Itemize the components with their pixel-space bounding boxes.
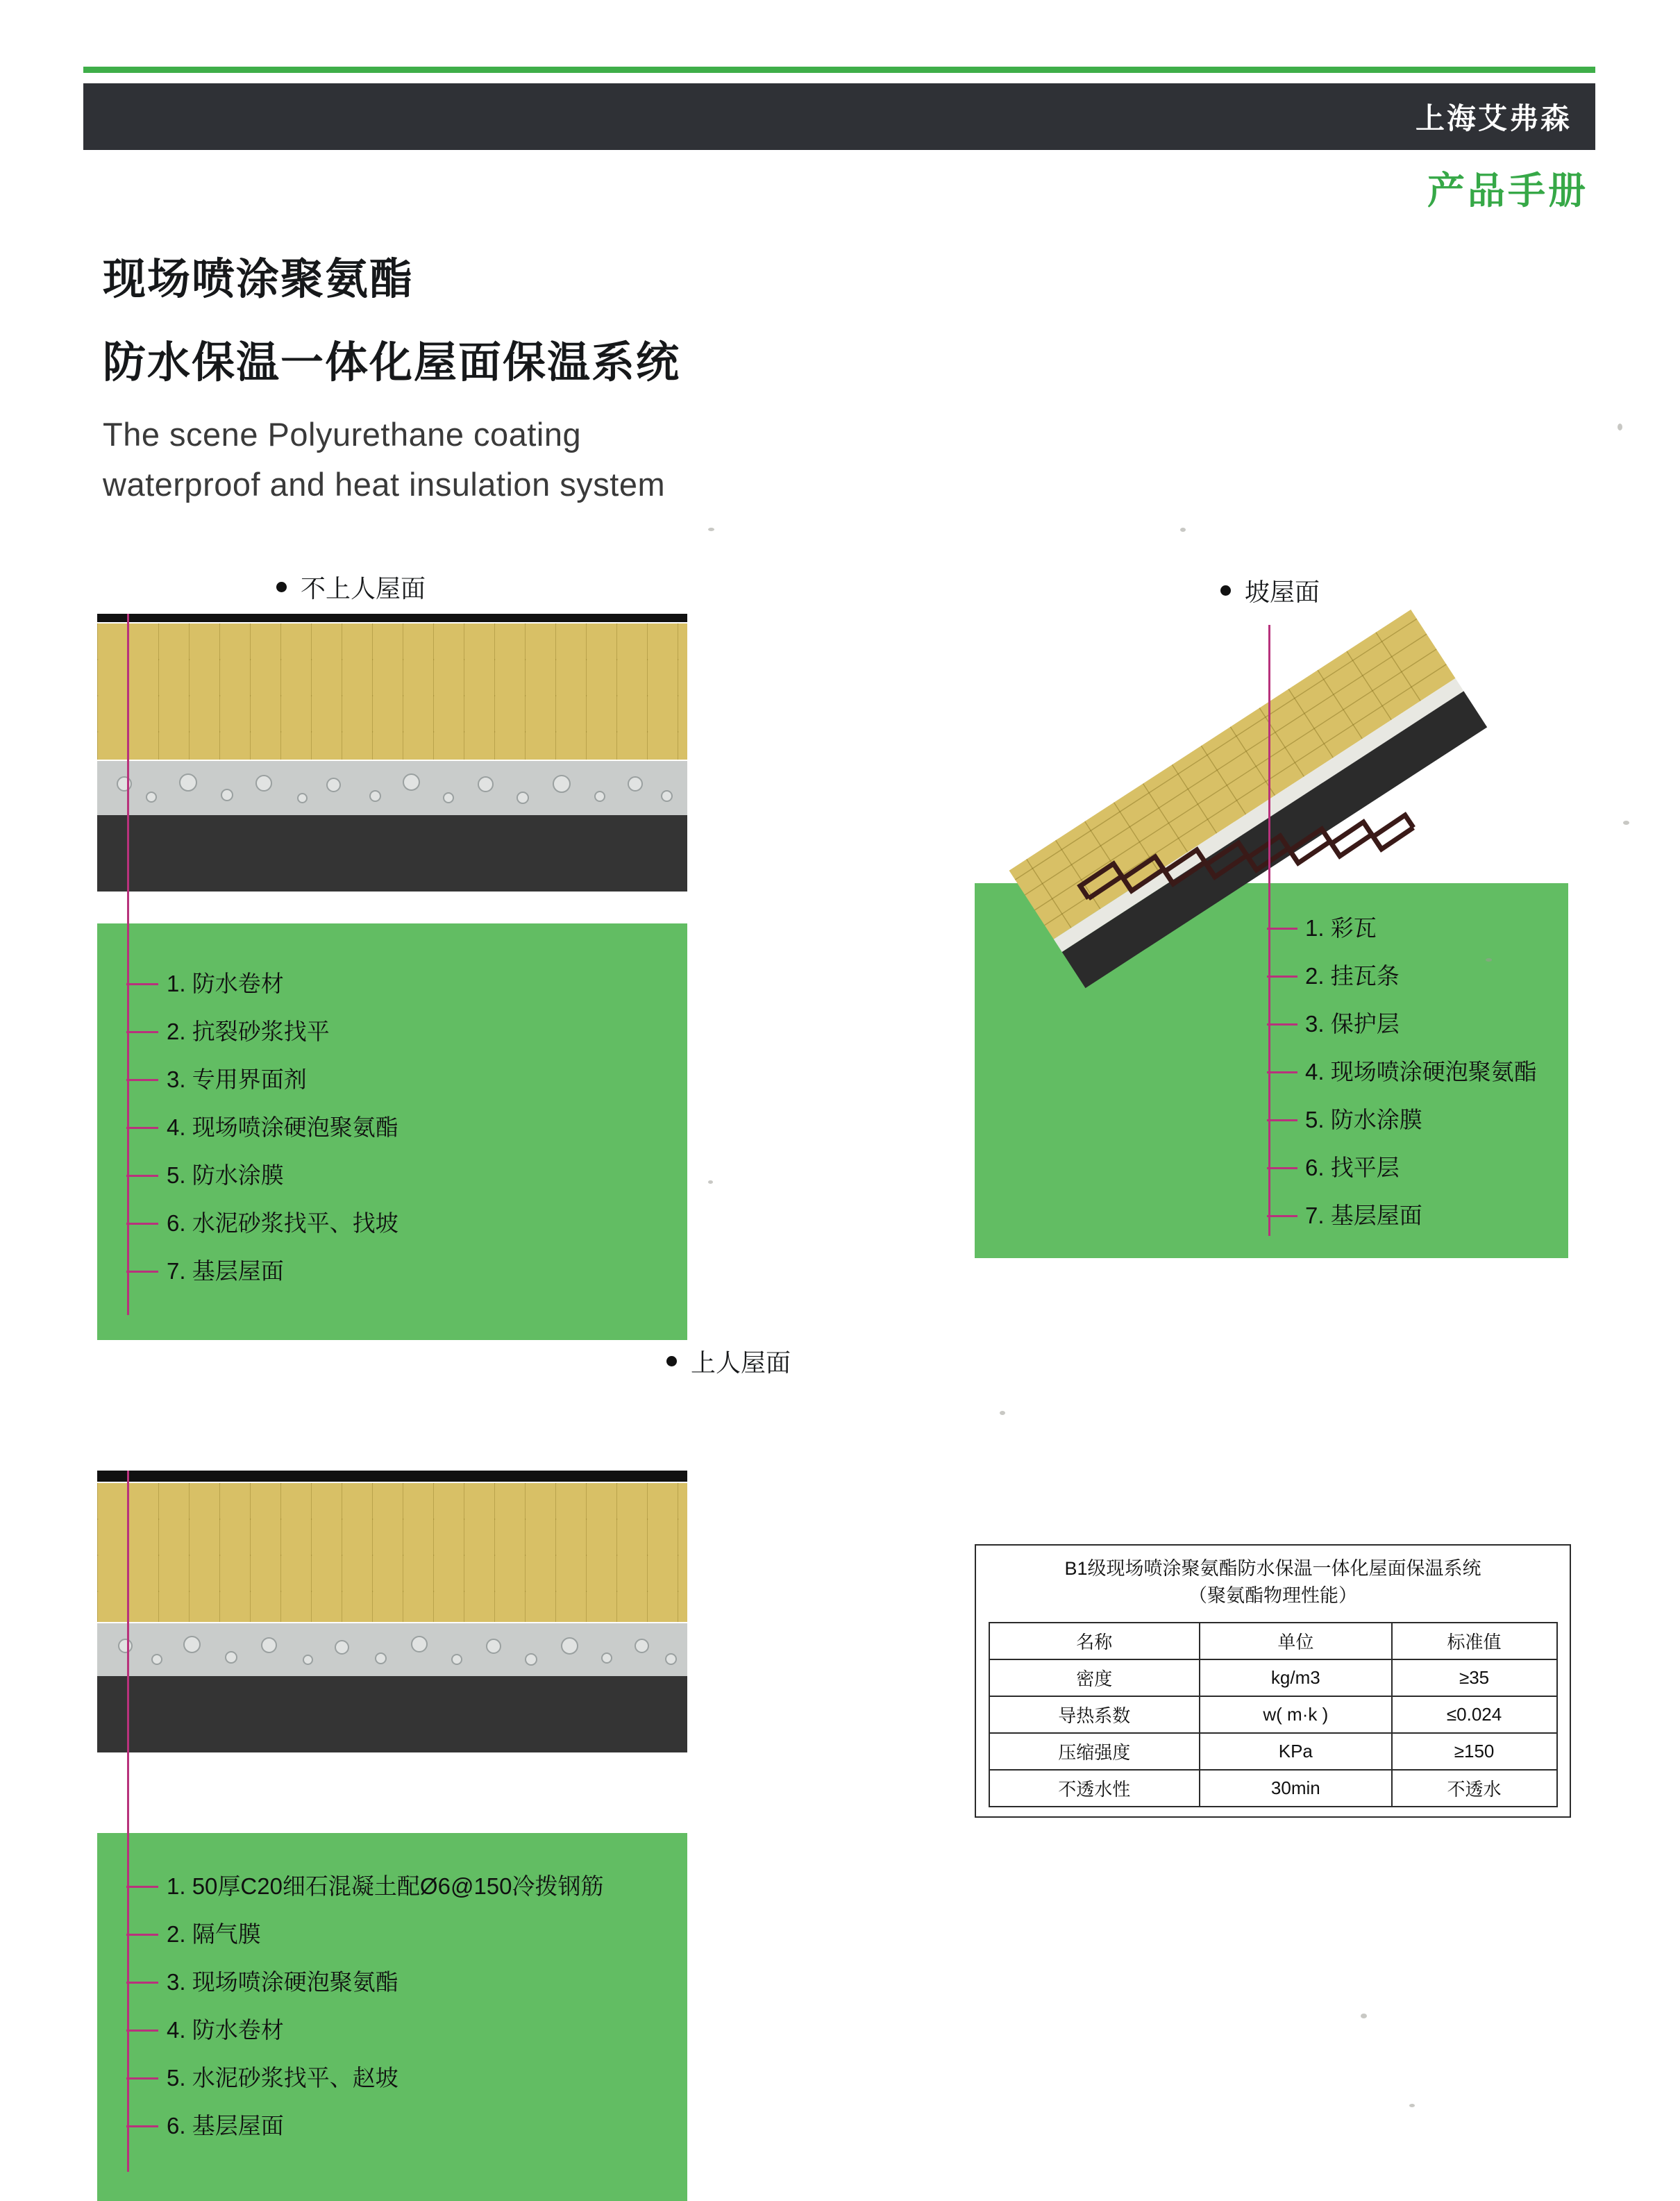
leader-line (126, 1886, 158, 1888)
spec-table-container (975, 1544, 1571, 1818)
table-cell: 不透水 (1392, 1770, 1557, 1807)
section-label-access-roof (666, 1344, 791, 1379)
legend-list-non-access-roof (167, 972, 398, 1307)
brand-box (1392, 83, 1595, 150)
table-row (989, 1770, 1557, 1807)
list-item (1305, 1012, 1537, 1035)
table-header-cell: 单位 (1200, 1623, 1392, 1659)
list-item (1305, 1060, 1537, 1083)
scan-speck (1180, 528, 1186, 532)
section-label-text: 上人屋面 (691, 1348, 791, 1377)
table-row (989, 1659, 1557, 1696)
page-title-en-line2: waterproof and heat insulation system (103, 466, 666, 503)
table-cell: 导热系数 (989, 1696, 1200, 1733)
legend-vertical-line-slope (1268, 625, 1270, 1236)
legend-item-text: 4. 现场喷涂硬泡聚氨酯 (167, 1114, 398, 1140)
leader-line (126, 2030, 158, 2032)
table-cell: 密度 (989, 1659, 1200, 1696)
legend-item-text: 1. 50厚C20细石混凝土配Ø6@150冷拨钢筋 (167, 1873, 604, 1899)
list-item (167, 1970, 604, 1993)
legend-item-text: 4. 现场喷涂硬泡聚氨酯 (1305, 1059, 1537, 1085)
leader-line (126, 1934, 158, 1936)
spec-table-title (976, 1546, 1570, 1616)
leader-line (1267, 976, 1297, 978)
legend-item-text: 3. 专用界面剂 (167, 1066, 307, 1092)
legend-vertical-line-access (127, 1471, 129, 2172)
table-cell: 压缩强度 (989, 1733, 1200, 1770)
layer-concrete-topping (97, 1471, 687, 1482)
legend-item-text: 6. 水泥砂浆找平、找坡 (167, 1210, 398, 1236)
leader-line (1267, 1119, 1297, 1121)
bullet-dot-icon (666, 1356, 677, 1366)
table-row (989, 1733, 1557, 1770)
spec-title-line2: （聚氨酯物理性能） (1188, 1585, 1357, 1607)
legend-item-text: 2. 挂瓦条 (1305, 963, 1400, 989)
list-item (167, 1923, 604, 1945)
leader-line (126, 1223, 158, 1225)
legend-item-text: 3. 保护层 (1305, 1011, 1400, 1037)
spec-title-line1: B1级现场喷涂聚氨酯防水保温一体化屋面保温系统 (1064, 1558, 1481, 1579)
scan-speck (1623, 821, 1629, 825)
legend-vertical-line (127, 614, 129, 1315)
list-item (167, 1068, 398, 1091)
leader-line (126, 1079, 158, 1081)
list-item (167, 1116, 398, 1139)
page-title-cn-line1: 现场喷涂聚氨酯 (103, 256, 414, 303)
table-header-cell: 名称 (989, 1623, 1200, 1659)
scan-speck (708, 528, 714, 531)
list-item (1305, 1156, 1537, 1179)
scan-speck (1618, 424, 1622, 430)
legend-item-text: 5. 防水涂膜 (167, 1162, 284, 1188)
layer-base-roof (97, 1676, 687, 1752)
legend-item-text: 1. 彩瓦 (1305, 915, 1377, 941)
brand-name: 上海艾弗森 (1415, 102, 1572, 135)
leader-line (126, 2077, 158, 2079)
page-title-cn-line2: 防水保温一体化屋面保温系统 (103, 339, 681, 387)
layer-base-roof (97, 815, 687, 892)
header-green-rule (83, 67, 1595, 73)
table-cell: 不透水性 (989, 1770, 1200, 1807)
leader-line (126, 1175, 158, 1177)
legend-item-text: 6. 找平层 (1305, 1155, 1400, 1180)
table-cell: KPa (1200, 1733, 1392, 1770)
list-item (167, 1259, 398, 1282)
legend-item-text: 6. 基层屋面 (167, 2113, 284, 2139)
list-item (167, 1020, 398, 1043)
section-label-text: 坡屋面 (1245, 578, 1320, 606)
list-item (167, 1212, 398, 1235)
section-label-non-access-roof (276, 569, 426, 605)
leader-line (1267, 1023, 1297, 1026)
legend-item-text: 5. 防水涂膜 (1305, 1107, 1422, 1132)
legend-item-text: 1. 防水卷材 (167, 971, 284, 996)
list-item (1305, 1204, 1537, 1227)
leader-line (1267, 1215, 1297, 1217)
bullet-dot-icon (276, 582, 287, 592)
legend-list-access-roof (167, 1875, 604, 2162)
layer-mortar-bubbles (97, 761, 687, 815)
list-item (167, 972, 398, 995)
table-cell: ≥150 (1392, 1733, 1557, 1770)
header-dark-bar (83, 83, 1595, 150)
legend-item-text: 7. 基层屋面 (1305, 1203, 1422, 1228)
legend-item-text: 3. 现场喷涂硬泡聚氨酯 (167, 1969, 398, 1995)
legend-item-text: 7. 基层屋面 (167, 1258, 284, 1284)
leader-line (126, 1127, 158, 1129)
table-header-cell: 标准值 (1392, 1623, 1557, 1659)
leader-line (126, 983, 158, 985)
bullet-dot-icon (1220, 585, 1231, 596)
list-item (167, 1875, 604, 1898)
list-item (1305, 917, 1537, 939)
legend-item-text: 2. 隔气膜 (167, 1921, 261, 1947)
layer-pu-foam (97, 624, 687, 760)
list-item (1305, 964, 1537, 987)
layer-waterproof-membrane (97, 614, 687, 622)
table-cell: ≤0.024 (1392, 1696, 1557, 1733)
spec-table (989, 1622, 1558, 1807)
list-item (167, 2018, 604, 2041)
leader-line (1267, 1167, 1297, 1169)
legend-item-text: 5. 水泥砂浆找平、赵坡 (167, 2065, 398, 2091)
table-cell: 30min (1200, 1770, 1392, 1807)
leader-line (126, 2125, 158, 2127)
scan-speck (1000, 1411, 1005, 1415)
leader-line (126, 1982, 158, 1984)
scan-speck (1361, 2014, 1367, 2018)
leader-line (126, 1031, 158, 1033)
leader-line (1267, 928, 1297, 930)
leader-line (1267, 1071, 1297, 1073)
manual-title: 产品手册 (1427, 170, 1588, 212)
scan-speck (1409, 2104, 1415, 2107)
list-item (167, 1164, 398, 1187)
table-cell: ≥35 (1392, 1659, 1557, 1696)
section-label-slope-roof (1220, 573, 1320, 608)
table-cell: kg/m3 (1200, 1659, 1392, 1696)
list-item (1305, 1108, 1537, 1131)
layer-vapour-barrier (97, 1623, 687, 1676)
legend-list-slope-roof (1305, 917, 1537, 1252)
layer-pu-foam (97, 1483, 687, 1622)
table-row (989, 1696, 1557, 1733)
table-header-row (989, 1623, 1557, 1659)
diagram-non-access-roof (97, 614, 687, 892)
table-cell: w( m·k ) (1200, 1696, 1392, 1733)
section-label-text: 不上人屋面 (301, 574, 426, 603)
scan-speck (708, 1180, 713, 1184)
list-item (167, 2066, 604, 2089)
leader-line (126, 1271, 158, 1273)
legend-item-text: 2. 抗裂砂浆找平 (167, 1019, 330, 1044)
scan-speck (1486, 958, 1492, 962)
legend-item-text: 4. 防水卷材 (167, 2017, 284, 2043)
page-title-en-line1: The scene Polyurethane coating (103, 416, 582, 453)
list-item (167, 2114, 604, 2137)
diagram-access-roof (97, 1471, 687, 1762)
